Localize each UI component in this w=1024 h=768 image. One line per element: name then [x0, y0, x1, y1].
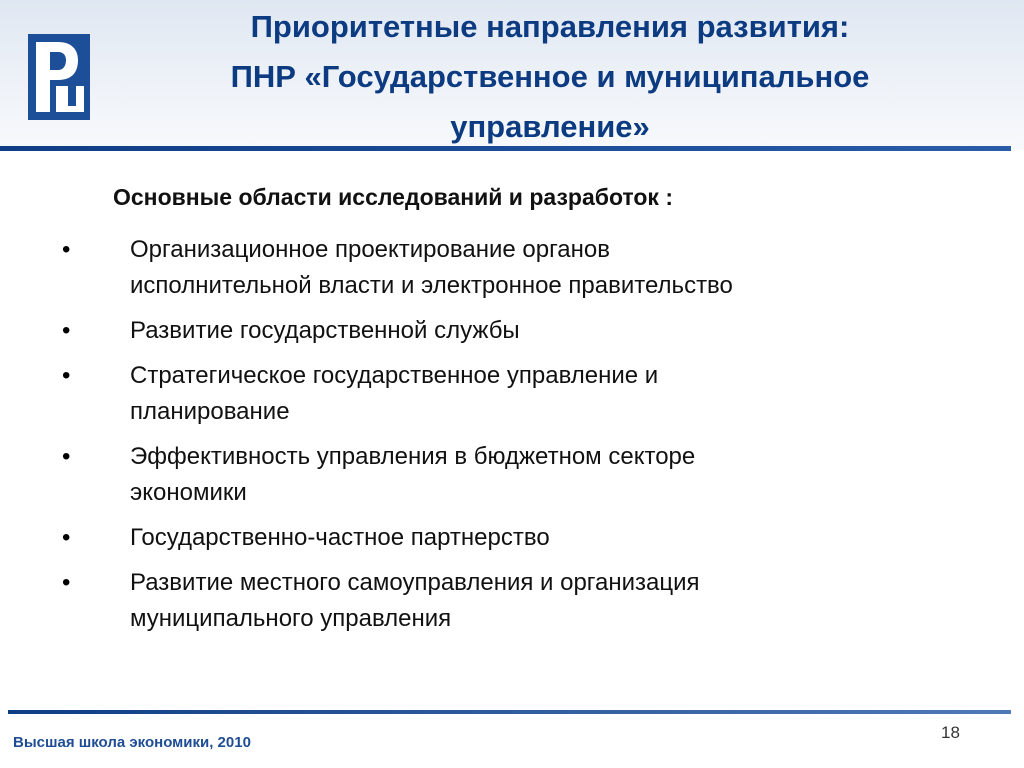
list-item-line: исполнительной власти и электронное правительство — [130, 272, 733, 299]
list-item-text — [130, 565, 960, 637]
bullet-icon: • — [62, 569, 71, 596]
bullet-icon: • — [62, 236, 71, 263]
list-item-text — [130, 439, 960, 511]
list-item-line: Эффективность управления в бюджетном секторе — [130, 443, 696, 470]
bullet-list — [60, 232, 960, 646]
list-item-line: Развитие государственной службы — [130, 317, 520, 344]
title-line-3: управление» — [450, 109, 650, 144]
list-item-line: экономики — [130, 479, 247, 506]
bullet-icon: • — [62, 443, 71, 470]
list-item — [60, 565, 960, 637]
list-item-line: муниципального управления — [130, 605, 452, 632]
title-line-1: Приоритетные направления развития: — [250, 9, 850, 44]
bullet-icon: • — [62, 317, 71, 344]
section-heading: Основные области исследований и разработок : — [113, 184, 673, 210]
list-item-text — [130, 358, 960, 430]
list-item-line: Государственно-частное партнерство — [130, 524, 550, 551]
list-item-line: Стратегическое государственное управление и — [130, 362, 659, 389]
list-item — [60, 358, 960, 430]
footer-divider — [8, 710, 1011, 714]
list-item-text — [130, 520, 960, 556]
list-item — [60, 313, 960, 349]
list-item-line: Организационное проектирование органов — [130, 236, 610, 263]
list-item-text — [130, 232, 960, 304]
list-item-line: планирование — [130, 398, 290, 425]
list-item — [60, 232, 960, 304]
list-item-line: Развитие местного самоуправления и организация — [130, 569, 700, 596]
footer-text: Высшая школа экономики, 2010 — [13, 734, 251, 751]
bullet-icon: • — [62, 362, 71, 389]
title-line-2: ПНР «Государственное и муниципальное — [230, 59, 870, 94]
page-number: 18 — [941, 723, 960, 742]
list-item — [60, 439, 960, 511]
list-item — [60, 520, 960, 556]
bullet-icon: • — [62, 524, 71, 551]
list-item-text — [130, 313, 960, 349]
